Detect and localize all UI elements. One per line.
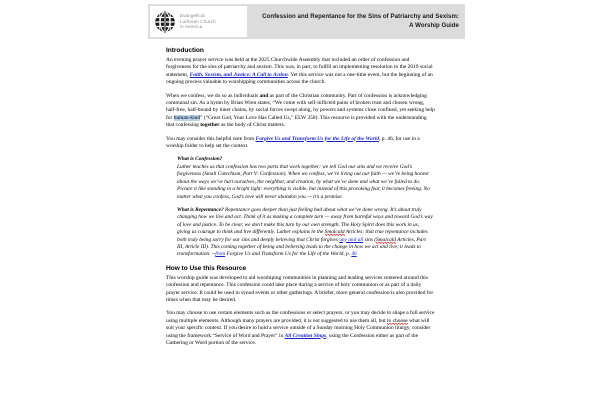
intro-p2-emphasis-and: and bbox=[259, 92, 269, 99]
intro-p1-text-b: . Yet this service was not a one-time event, but the beginning of an ongoing process valuable to worshipping communities across the church. bbox=[166, 71, 433, 86]
grammarcheck-phrase-to-choose: to choose bbox=[386, 317, 408, 324]
intro-p2-text-a: When we confess, we do so as individuals bbox=[166, 92, 260, 99]
heading-introduction: Introduction bbox=[166, 47, 204, 54]
howto-paragraph-1: This worship guide was developed to aid worshiping communities in planning and leading services centered around this confession and repentance. This confession could take place during a service of holy communion or as part of a daily prayer service. It could be used in synod events or other gatherings. A briefer, more general confession is also provided for times when that may be desired. bbox=[166, 274, 434, 303]
spellcheck-word-smalcald-1: Smalcald bbox=[324, 229, 345, 236]
document-title-line1: Confession and Repentance for the Sins of Patriarchy and Sexism: bbox=[262, 13, 459, 21]
link-page-46[interactable]: 46 bbox=[351, 251, 357, 258]
link-faith-sexism-justice[interactable]: Faith, Sexism, and Justice: A Call to Action bbox=[189, 71, 288, 78]
intro-paragraph-1 bbox=[166, 57, 435, 87]
elca-wordmark-line1: Evangelical bbox=[180, 13, 205, 19]
repentance-text-3: sins ( bbox=[363, 236, 376, 243]
elca-logo-block bbox=[150, 6, 247, 37]
heading-how-to-use-this-resource: How to Use this Resource bbox=[166, 264, 247, 272]
repentance-text-2: Articles: that true repentance includes both truly being sorry for our sins and deeply believing that Christ forgives bbox=[177, 229, 428, 243]
elca-wordmark-line2: Lutheran Church bbox=[180, 18, 216, 24]
howto-p2-text-b: what will suit your specific context. If you desire to hold a service outside of a Sunday morning Holy Communion liturgy, consider using the framework “Service of Word and Prayer” in bbox=[166, 317, 431, 339]
elca-wordmark bbox=[180, 13, 216, 30]
highlighted-term-human-kind: human-kind bbox=[173, 114, 201, 121]
link-forgive-us-transform-us[interactable]: Forgive Us and Transform Us for the Life of the World bbox=[255, 135, 380, 142]
intro-p2-text-b: as part of the Christian community. Part of confession is acknowledging communal sin. As a hymn by Brian Wren states, “We come with self-inflicted pains of broken trust and chosen wrong, half-free, half-bound by inner chains, by social forces swept along, by powers and systems close confined, yet seeking help for bbox=[166, 92, 435, 121]
repentance-text-4: Articles, Part III, Article III). This coming together of being and believing leads to the change in how we act and live; it leads to transformation. -- bbox=[177, 236, 426, 258]
document-body bbox=[166, 47, 435, 353]
document-title-line2: A Worship Guide bbox=[409, 21, 459, 29]
repentance-text-1: Repentance goes deeper than just feeling bad about what we’ve done wrong. It’s about truly changing how we live and act. Think of it as making a complete turn — away from harmful ways and toward God’s way of love and justice. To be clear, we don’t make this turn by our own strength. The Holy Spirit does this work in us, giving us courage to think and live differently. Luther explains in the bbox=[177, 206, 433, 236]
heading-what-is-repentance: What is Repentance? bbox=[177, 206, 224, 213]
intro-p2-emphasis-together: together bbox=[200, 122, 220, 129]
repentance-block-paragraph bbox=[177, 207, 433, 259]
elca-wordmark-line3: in America bbox=[180, 24, 203, 30]
document-header-banner bbox=[148, 4, 465, 39]
intro-p3-text-a: You may consider this helpful note from bbox=[166, 135, 256, 142]
repentance-text-5: Forgive Us and Transform Us for the Life of the World, p. bbox=[225, 251, 352, 258]
confession-block-paragraph bbox=[177, 156, 433, 200]
link-any-and-all[interactable]: any and all bbox=[339, 236, 364, 243]
quote-block-confession bbox=[177, 156, 433, 200]
intro-paragraph-3 bbox=[166, 136, 435, 151]
quote-block-repentance bbox=[177, 207, 433, 259]
howto-paragraph-2 bbox=[166, 310, 435, 347]
intro-paragraph-2 bbox=[166, 93, 435, 130]
intro-p3-text-b: , p. 46, for use in a worship folder to help set the context. bbox=[166, 135, 420, 150]
intro-p2-text-d: as the body of Christ matters. bbox=[219, 122, 286, 129]
spellcheck-word-smalcald-2: Smalcald bbox=[376, 236, 396, 243]
howto-p2-text-c: , using the Confession either as part of the Gathering or Word portion of the service. bbox=[166, 332, 418, 346]
link-all-creation-sings[interactable]: All Creation Sings bbox=[284, 332, 327, 339]
confession-block-text: Luther teaches us that confession has two parts that work together: we tell God our sins and we receive God’s forgiveness (Small Catechism, Part V: Confession). When we confess, we’re living out our faith — we’re being honest about the ways we’ve hurt ourselves, the neighbor, and creation, by what we’ve done and what we’ve failed to do. Picture it like standing in a bright light: everything is visible, but instead of this provoking fear, it becomes freeing. No matter what you confess, God’s love will never abandon you — it’s a promise. bbox=[177, 163, 430, 200]
howto-p2-text-a: You may choose to use certain elements such as the confessions or select prayers, or you may decide to shape a full service using multiple elements. Although many prayers are provided, it is not suggested to use them all, but bbox=[166, 310, 435, 324]
link-from-citation[interactable]: from bbox=[215, 251, 226, 258]
heading-what-is-confession: What is Confession? bbox=[177, 156, 223, 163]
document-title bbox=[247, 13, 465, 30]
intro-p1-text-a: An evening prayer service was held at the 2025 Churchwide Assembly that included an order of confession and forgiveness for the sins of patriarchy and sexism. This was, in part, to fulfill an implementing resolution to the 2019 social statement, bbox=[166, 57, 433, 78]
intro-p2-text-c: ” (“Great God, Your Love Has Called Us,” ELW 358). This resource is provided with the understanding that confessing bbox=[166, 114, 427, 129]
elca-globe-cross-logo bbox=[153, 10, 177, 34]
